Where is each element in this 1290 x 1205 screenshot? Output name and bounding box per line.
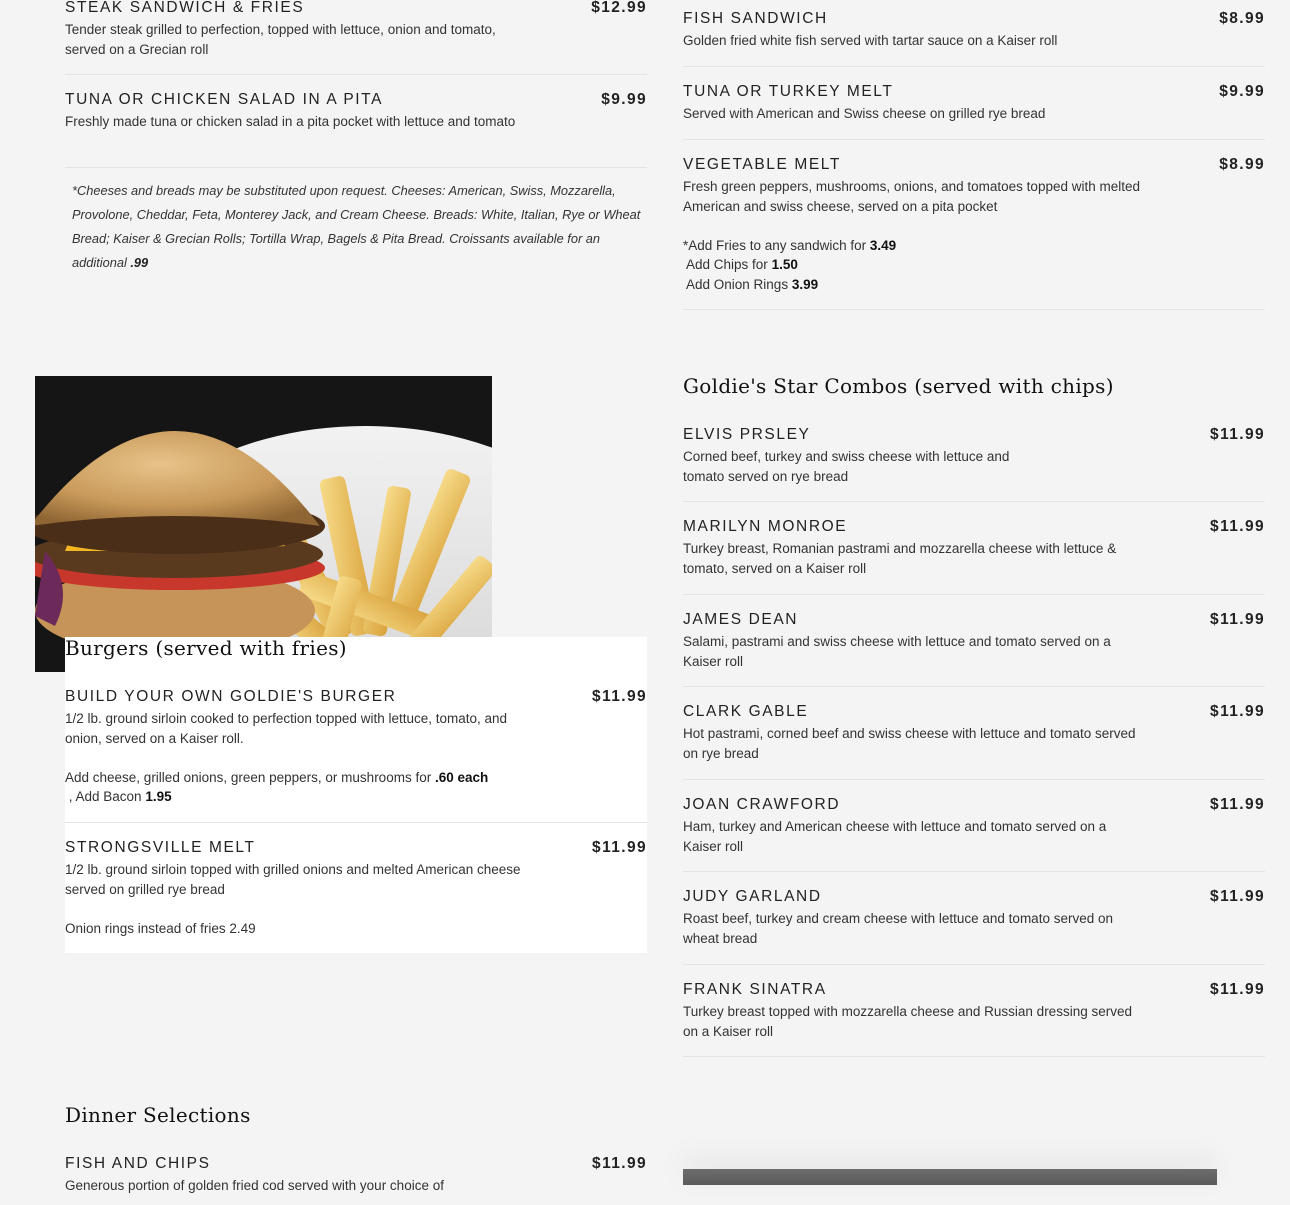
menu-item	[683, 888, 1265, 948]
menu-item	[65, 1155, 647, 1205]
item-description: Turkey breast topped with mozzarella cheese and Russian dressing served on a Kaiser roll	[683, 1004, 1132, 1039]
item-description: Hot pastrami, corned beef and swiss cheese with lettuce and tomato served on rye bread	[683, 726, 1136, 761]
combos-section-title: Goldie's Star Combos (served with chips)	[683, 374, 1114, 398]
item-name: TUNA OR CHICKEN SALAD IN A PITA	[65, 91, 384, 108]
divider	[683, 66, 1265, 67]
burger-addon-toppings: Add cheese, grilled onions, green peppers, or mushrooms for .60 each	[65, 770, 489, 785]
menu-item	[683, 156, 1265, 296]
item-description: Tender steak grilled to perfection, topped with lettuce, onion and tomato, served on a Grecian roll	[65, 22, 496, 57]
divider	[683, 1056, 1265, 1057]
item-description: Generous portion of golden fried cod served with your choice of	[65, 1178, 444, 1193]
divider	[683, 779, 1265, 780]
menu-item	[65, 0, 647, 59]
addon-onion-rings: Add Onion Rings 3.99	[683, 277, 819, 292]
menu-item	[683, 796, 1265, 856]
right-top-section	[683, 0, 1265, 320]
item-description: 1/2 lb. ground sirloin topped with grilled onions and melted American cheese served on grilled rye bread	[65, 862, 521, 897]
item-name: CLARK GABLE	[683, 703, 809, 720]
item-name: FISH AND CHIPS	[65, 1155, 211, 1172]
divider	[683, 871, 1265, 872]
item-description: Freshly made tuna or chicken salad in a pita pocket with lettuce and tomato	[65, 114, 516, 129]
item-name: STEAK SANDWICH & FRIES	[65, 0, 305, 16]
divider	[683, 309, 1265, 310]
item-description: Salami, pastrami and swiss cheese with lettuce and tomato served on a Kaiser roll	[683, 634, 1111, 669]
dinner-section	[65, 1155, 647, 1193]
item-name: JOAN CRAWFORD	[683, 796, 841, 813]
divider	[683, 964, 1265, 965]
item-price: $11.99	[1210, 611, 1265, 628]
note-price: .99	[130, 255, 149, 270]
menu-item	[683, 611, 1265, 671]
item-name: FRANK SINATRA	[683, 981, 827, 998]
burgers-section	[65, 688, 647, 958]
menu-item	[683, 981, 1265, 1041]
item-description: Golden fried white fish served with tartar sauce on a Kaiser roll	[683, 33, 1058, 48]
divider	[65, 822, 647, 823]
burger-addon-bacon: , Add Bacon 1.95	[65, 789, 172, 804]
item-name: STRONGSVILLE MELT	[65, 839, 256, 856]
item-price: $11.99	[1210, 981, 1265, 998]
dinner-photo	[683, 1169, 1217, 1185]
item-name: TUNA OR TURKEY MELT	[683, 83, 894, 100]
item-price: $9.99	[601, 91, 647, 108]
item-name: VEGETABLE MELT	[683, 156, 841, 173]
menu-item	[65, 688, 647, 808]
item-name: JUDY GARLAND	[683, 888, 822, 905]
item-price: $11.99	[1210, 888, 1265, 905]
item-name: ELVIS PRSLEY	[683, 426, 811, 443]
item-price: $8.99	[1219, 10, 1265, 27]
divider	[65, 74, 647, 75]
item-price: $11.99	[592, 1155, 647, 1172]
item-description: Corned beef, turkey and swiss cheese with lettuce and tomato served on rye bread	[683, 449, 1010, 484]
menu-item	[683, 10, 1265, 55]
menu-item	[683, 83, 1265, 128]
combos-section	[683, 426, 1265, 1066]
item-description: Fresh green peppers, mushrooms, onions, and tomatoes topped with melted American and swiss cheese, served on a pita pocket	[683, 179, 1141, 214]
item-name: BUILD YOUR OWN GOLDIE'S BURGER	[65, 688, 397, 705]
menu-item	[683, 703, 1265, 763]
menu-item	[683, 518, 1265, 578]
item-price: $9.99	[1219, 83, 1265, 100]
note-text: *Cheeses and breads may be substituted upon request. Cheeses: American, Swiss, Mozzarella, Provolone, Cheddar, Feta, Monterey Jack, and Cream Cheese. Breads: White, Italian, Rye or Wheat Bread; Kaiser & Grecian Rolls; Tortilla Wrap, Bagels & Pita Bread. Croissants available for an additional	[72, 183, 641, 270]
substitution-note	[72, 179, 644, 275]
divider	[683, 686, 1265, 687]
divider	[683, 139, 1265, 140]
item-name: JAMES DEAN	[683, 611, 799, 628]
addon-fries: *Add Fries to any sandwich for 3.49	[683, 238, 897, 253]
item-description: Served with American and Swiss cheese on grilled rye bread	[683, 106, 1046, 121]
item-price: $11.99	[592, 839, 647, 856]
burger-and-fries-photo	[35, 376, 492, 672]
divider	[65, 167, 647, 168]
burgers-section-title: Burgers (served with fries)	[65, 636, 347, 660]
item-description: Roast beef, turkey and cream cheese with lettuce and tomato served on wheat bread	[683, 911, 1113, 946]
divider	[683, 594, 1265, 595]
item-price: $11.99	[592, 688, 647, 705]
menu-item	[683, 426, 1265, 486]
item-description: 1/2 lb. ground sirloin cooked to perfection topped with lettuce, tomato, and onion, served on a Kaiser roll.	[65, 711, 508, 746]
divider	[683, 501, 1265, 502]
item-price: $11.99	[1210, 796, 1265, 813]
item-price: $12.99	[591, 0, 647, 16]
addon-chips: Add Chips for 1.50	[683, 257, 798, 272]
item-description: Ham, turkey and American cheese with lettuce and tomato served on a Kaiser roll	[683, 819, 1107, 854]
onion-rings-option: Onion rings instead of fries 2.49	[65, 921, 256, 936]
menu-item	[65, 839, 647, 949]
left-top-section	[65, 0, 647, 300]
dinner-section-title: Dinner Selections	[65, 1103, 251, 1127]
item-description: Turkey breast, Romanian pastrami and mozzarella cheese with lettuce & tomato, served on a Kaiser roll	[683, 541, 1117, 576]
item-name: MARILYN MONROE	[683, 518, 848, 535]
item-price: $8.99	[1219, 156, 1265, 173]
item-price: $11.99	[1210, 518, 1265, 535]
item-price: $11.99	[1210, 703, 1265, 720]
burger-photo-illustration	[35, 376, 492, 672]
menu-item	[65, 91, 647, 151]
item-price: $11.99	[1210, 426, 1265, 443]
item-name: FISH SANDWICH	[683, 10, 828, 27]
